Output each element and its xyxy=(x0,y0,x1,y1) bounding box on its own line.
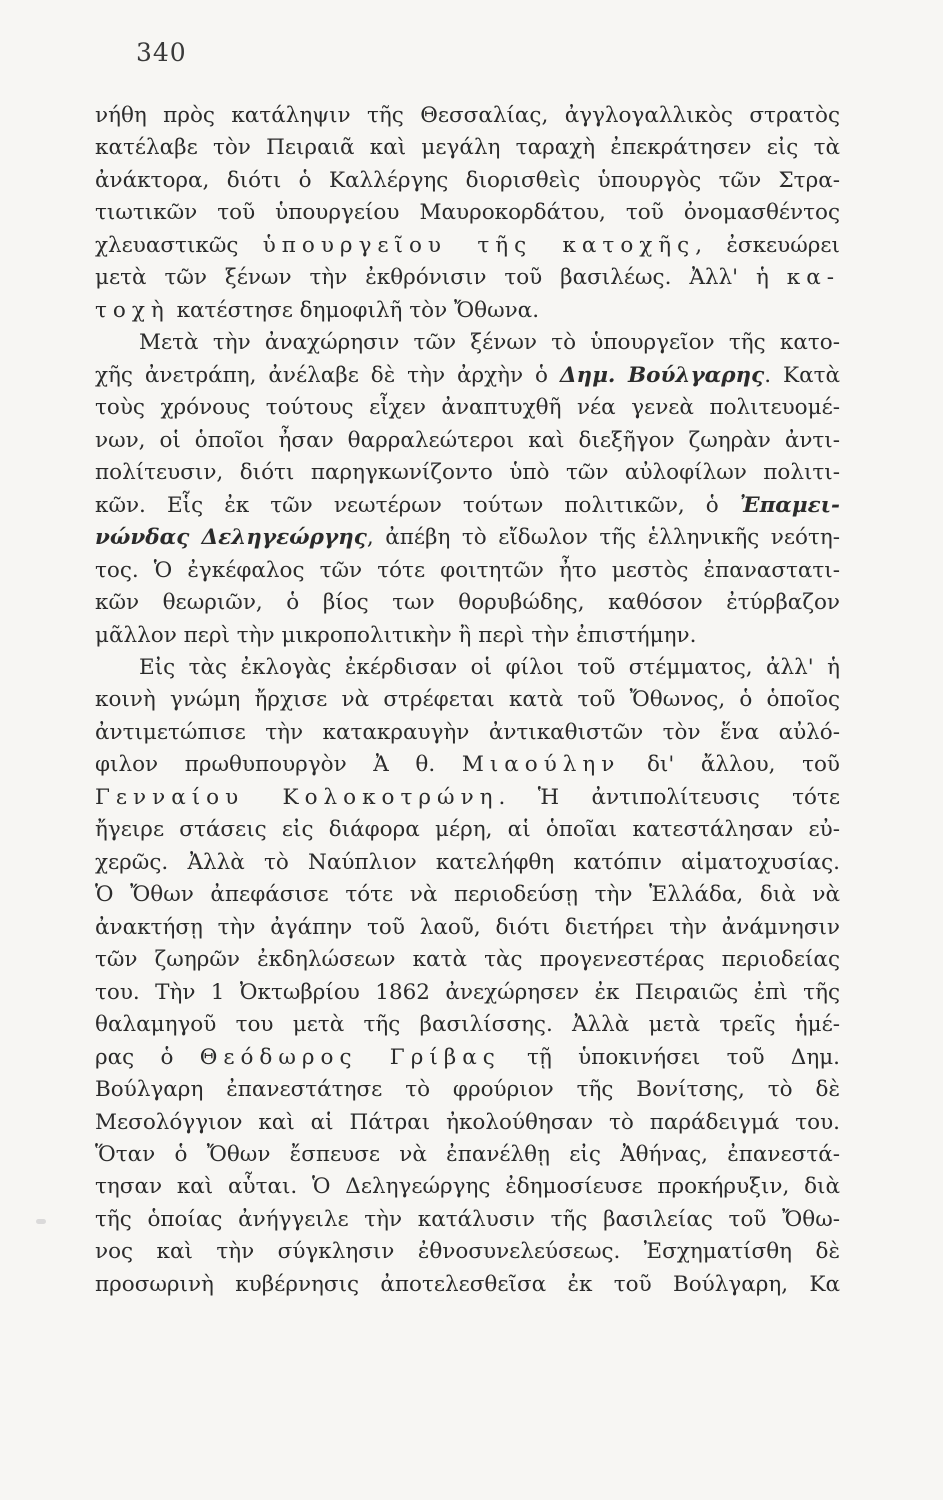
text-line xyxy=(95,457,840,489)
text-line xyxy=(95,1269,840,1301)
text-line xyxy=(95,652,840,684)
text-line xyxy=(95,717,840,749)
bold-italic-name: νώνδας Δεληγεώργης xyxy=(95,525,367,551)
text-line xyxy=(95,555,840,587)
text-line xyxy=(95,749,840,781)
text-segment: ἀντιμετώπισε τὴν κατακραυγὴν ἀντικαθιστῶν τὸν ἕνα αὐλό- xyxy=(95,719,840,745)
spaced-text: Μιαούλην xyxy=(461,752,621,778)
text-line xyxy=(95,814,840,846)
text-segment: Βούλγαρη ἐπανεστάτησε τὸ φρούριον τῆς Βονίτσης, τὸ δὲ xyxy=(95,1077,840,1103)
text-line xyxy=(95,197,840,229)
text-line xyxy=(95,100,840,132)
text-line xyxy=(95,587,840,619)
spaced-text: Γενναίου Κολοκοτρώνη xyxy=(95,784,499,810)
text-segment: κατέλαβε τὸν Πειραιᾶ καὶ μεγάλη ταραχὴ ἐπεκράτησεν εἰς τὰ xyxy=(95,135,840,161)
text-segment: κῶν. Εἷς ἐκ τῶν νεωτέρων τούτων πολιτικῶν, ὁ xyxy=(95,492,740,518)
body-text xyxy=(95,100,840,1301)
text-line xyxy=(95,879,840,911)
text-segment: τῇ ὑποκινήσει τοῦ Δημ. xyxy=(500,1044,840,1070)
text-line xyxy=(95,392,840,424)
text-line xyxy=(95,977,840,1009)
spaced-text: τοχὴ xyxy=(95,297,170,323)
text-line xyxy=(95,1107,840,1139)
text-segment: . Κατὰ xyxy=(764,362,840,388)
text-segment: νος καὶ τὴν σύγκλησιν ἐθνοσυνελεύσεως. Ἐσχηματίσθη δὲ xyxy=(95,1239,840,1265)
bold-italic-name: Ἐπαμει- xyxy=(739,492,840,518)
text-segment: ἤγειρε στάσεις εἰς διάφορα μέρη, αἱ ὁποῖαι κατεστάλησαν εὐ- xyxy=(95,817,840,843)
text-segment: Μετὰ τὴν ἀναχώρησιν τῶν ξένων τὸ ὑπουργεῖον τῆς κατο- xyxy=(139,330,840,356)
text-segment: προσωρινὴ κυβέρνησις ἀποτελεσθεῖσα ἐκ τοῦ Βούλγαρη, Κα xyxy=(95,1271,840,1297)
text-line xyxy=(95,1236,840,1268)
text-segment: ρας ὁ xyxy=(95,1044,200,1070)
text-line xyxy=(95,132,840,164)
text-segment: πολίτευσιν, διότι παρηγκωνίζοντο ὑπὸ τῶν αὐλοφίλων πολιτι- xyxy=(95,460,840,486)
bold-italic-name: Δημ. Βούλγαρης xyxy=(559,362,765,388)
text-line xyxy=(95,944,840,976)
text-segment: χῆς ἀνετράπη, ἀνέλαβε δὲ τὴν ἀρχὴν ὁ xyxy=(95,362,560,388)
text-segment: μετὰ τῶν ξένων τὴν ἐκθρόνισιν τοῦ βασιλέως. Ἀλλ' ἡ xyxy=(95,265,787,291)
text-segment: φιλον πρωθυπουργὸν Ἀ θ. xyxy=(95,752,462,778)
text-segment: ἀνακτήσῃ τὴν ἀγάπην τοῦ λαοῦ, διότι διετήρει τὴν ἀνάμνησιν xyxy=(95,914,840,940)
text-segment: τος. Ὁ ἐγκέφαλος τῶν τότε φοιτητῶν ἦτο μεστὸς ἐπαναστατι- xyxy=(95,557,840,583)
text-line xyxy=(95,912,840,944)
text-segment: κοινὴ γνώμη ἤρχισε νὰ στρέφεται κατὰ τοῦ Ὄθωνος, ὁ ὁποῖος xyxy=(95,687,840,713)
text-segment: κατέστησε δημοφιλῆ τὸν Ὄθωνα. xyxy=(169,297,540,323)
text-line xyxy=(95,230,840,262)
text-segment: του. Τὴν 1 Ὀκτωβρίου 1862 ἀνεχώρησεν ἐκ Πειραιῶς ἐπὶ τῆς xyxy=(95,979,840,1005)
text-segment: τιωτικῶν τοῦ ὑπουργείου Μαυροκορδάτου, τοῦ ὀνομασθέντος xyxy=(95,200,840,226)
text-segment: Εἰς τὰς ἐκλογὰς ἐκέρδισαν οἱ φίλοι τοῦ στέμματος, ἀλλ' ἡ xyxy=(139,654,840,680)
text-line xyxy=(95,1139,840,1171)
text-segment: Μεσολόγγιον καὶ αἱ Πάτραι ἠκολούθησαν τὸ παράδειγμά του. xyxy=(95,1109,840,1135)
text-line xyxy=(95,1171,840,1203)
text-segment: Ὅταν ὁ Ὄθων ἔσπευσε νὰ ἐπανέλθῃ εἰς Ἀθήνας, ἐπανεστά- xyxy=(95,1142,840,1167)
text-line xyxy=(95,360,840,392)
text-line xyxy=(95,1074,840,1106)
spaced-text: Θεόδωρος Γρίβας xyxy=(199,1044,501,1070)
page-number: 340 xyxy=(136,38,187,67)
text-line xyxy=(95,327,840,359)
text-segment: Ὁ Ὄθων ἀπεφάσισε τότε νὰ περιοδεύσῃ τὴν Ἑλλάδα, διὰ νὰ xyxy=(95,882,840,908)
text-line xyxy=(95,490,840,522)
ink-smudge xyxy=(36,1219,46,1224)
text-line xyxy=(95,295,840,327)
text-line xyxy=(95,620,840,652)
text-segment: χλευαστικῶς xyxy=(95,232,263,258)
text-segment: τοὺς χρόνους τούτους εἶχεν ἀναπτυχθῆ νέα γενεὰ πολιτευομέ- xyxy=(95,395,840,421)
text-line xyxy=(95,1009,840,1041)
text-line xyxy=(95,1204,840,1236)
text-segment: τησαν καὶ αὗται. Ὁ Δεληγεώργης ἐδημοσίευσε προκήρυξιν, διὰ xyxy=(95,1174,840,1200)
text-segment: δι' ἄλλου, τοῦ xyxy=(620,752,840,778)
text-line xyxy=(95,1042,840,1074)
text-segment: , ἀπέβη τὸ εἴδωλον τῆς ἑλληνικῆς νεότη- xyxy=(366,525,840,551)
text-segment: κῶν θεωριῶν, ὁ βίος των θορυβώδης, καθόσον ἐτύρβαζον xyxy=(95,590,840,616)
text-segment: τῶν ζωηρῶν ἐκδηλώσεων κατὰ τὰς προγενεστέρας περιοδείας xyxy=(95,947,840,973)
text-segment: , ἐσκευώρει xyxy=(695,232,840,258)
text-line xyxy=(95,165,840,197)
text-segment: μᾶλλον περὶ τὴν μικροπολιτικὴν ἢ περὶ τὴν ἐπιστήμην. xyxy=(95,622,697,648)
text-line xyxy=(95,847,840,879)
text-segment: χερῶς. Ἀλλὰ τὸ Ναύπλιον κατελήφθη κατόπιν αἱματοχυσίας. xyxy=(95,849,840,875)
spaced-text: κα- xyxy=(786,265,840,291)
text-line xyxy=(95,684,840,716)
text-segment: νων, οἱ ὁποῖοι ἦσαν θαρραλεώτεροι καὶ διεξῆγον ζωηρὰν ἀντι- xyxy=(95,427,840,453)
text-segment: νήθη πρὸς κατάληψιν τῆς Θεσσαλίας, ἀγγλογαλλικὸς στρατὸς xyxy=(95,103,840,128)
text-segment: ἀνάκτορα, διότι ὁ Καλλέργης διορισθεὶς ὑπουργὸς τῶν Στρα- xyxy=(95,167,840,193)
text-line xyxy=(95,522,840,554)
text-segment: . Ἡ ἀντιπολίτευσις τότε xyxy=(498,784,840,810)
spaced-text: ὑπουργεῖου τῆς κατοχῆς xyxy=(262,232,696,258)
text-line xyxy=(95,262,840,294)
text-segment: τῆς ὁποίας ἀνήγγειλε τὴν κατάλυσιν τῆς βασιλείας τοῦ Ὄθω- xyxy=(95,1206,840,1232)
text-line xyxy=(95,782,840,814)
text-line xyxy=(95,425,840,457)
text-segment: θαλαμηγοῦ του μετὰ τῆς βασιλίσσης. Ἀλλὰ μετὰ τρεῖς ἡμέ- xyxy=(95,1012,840,1038)
